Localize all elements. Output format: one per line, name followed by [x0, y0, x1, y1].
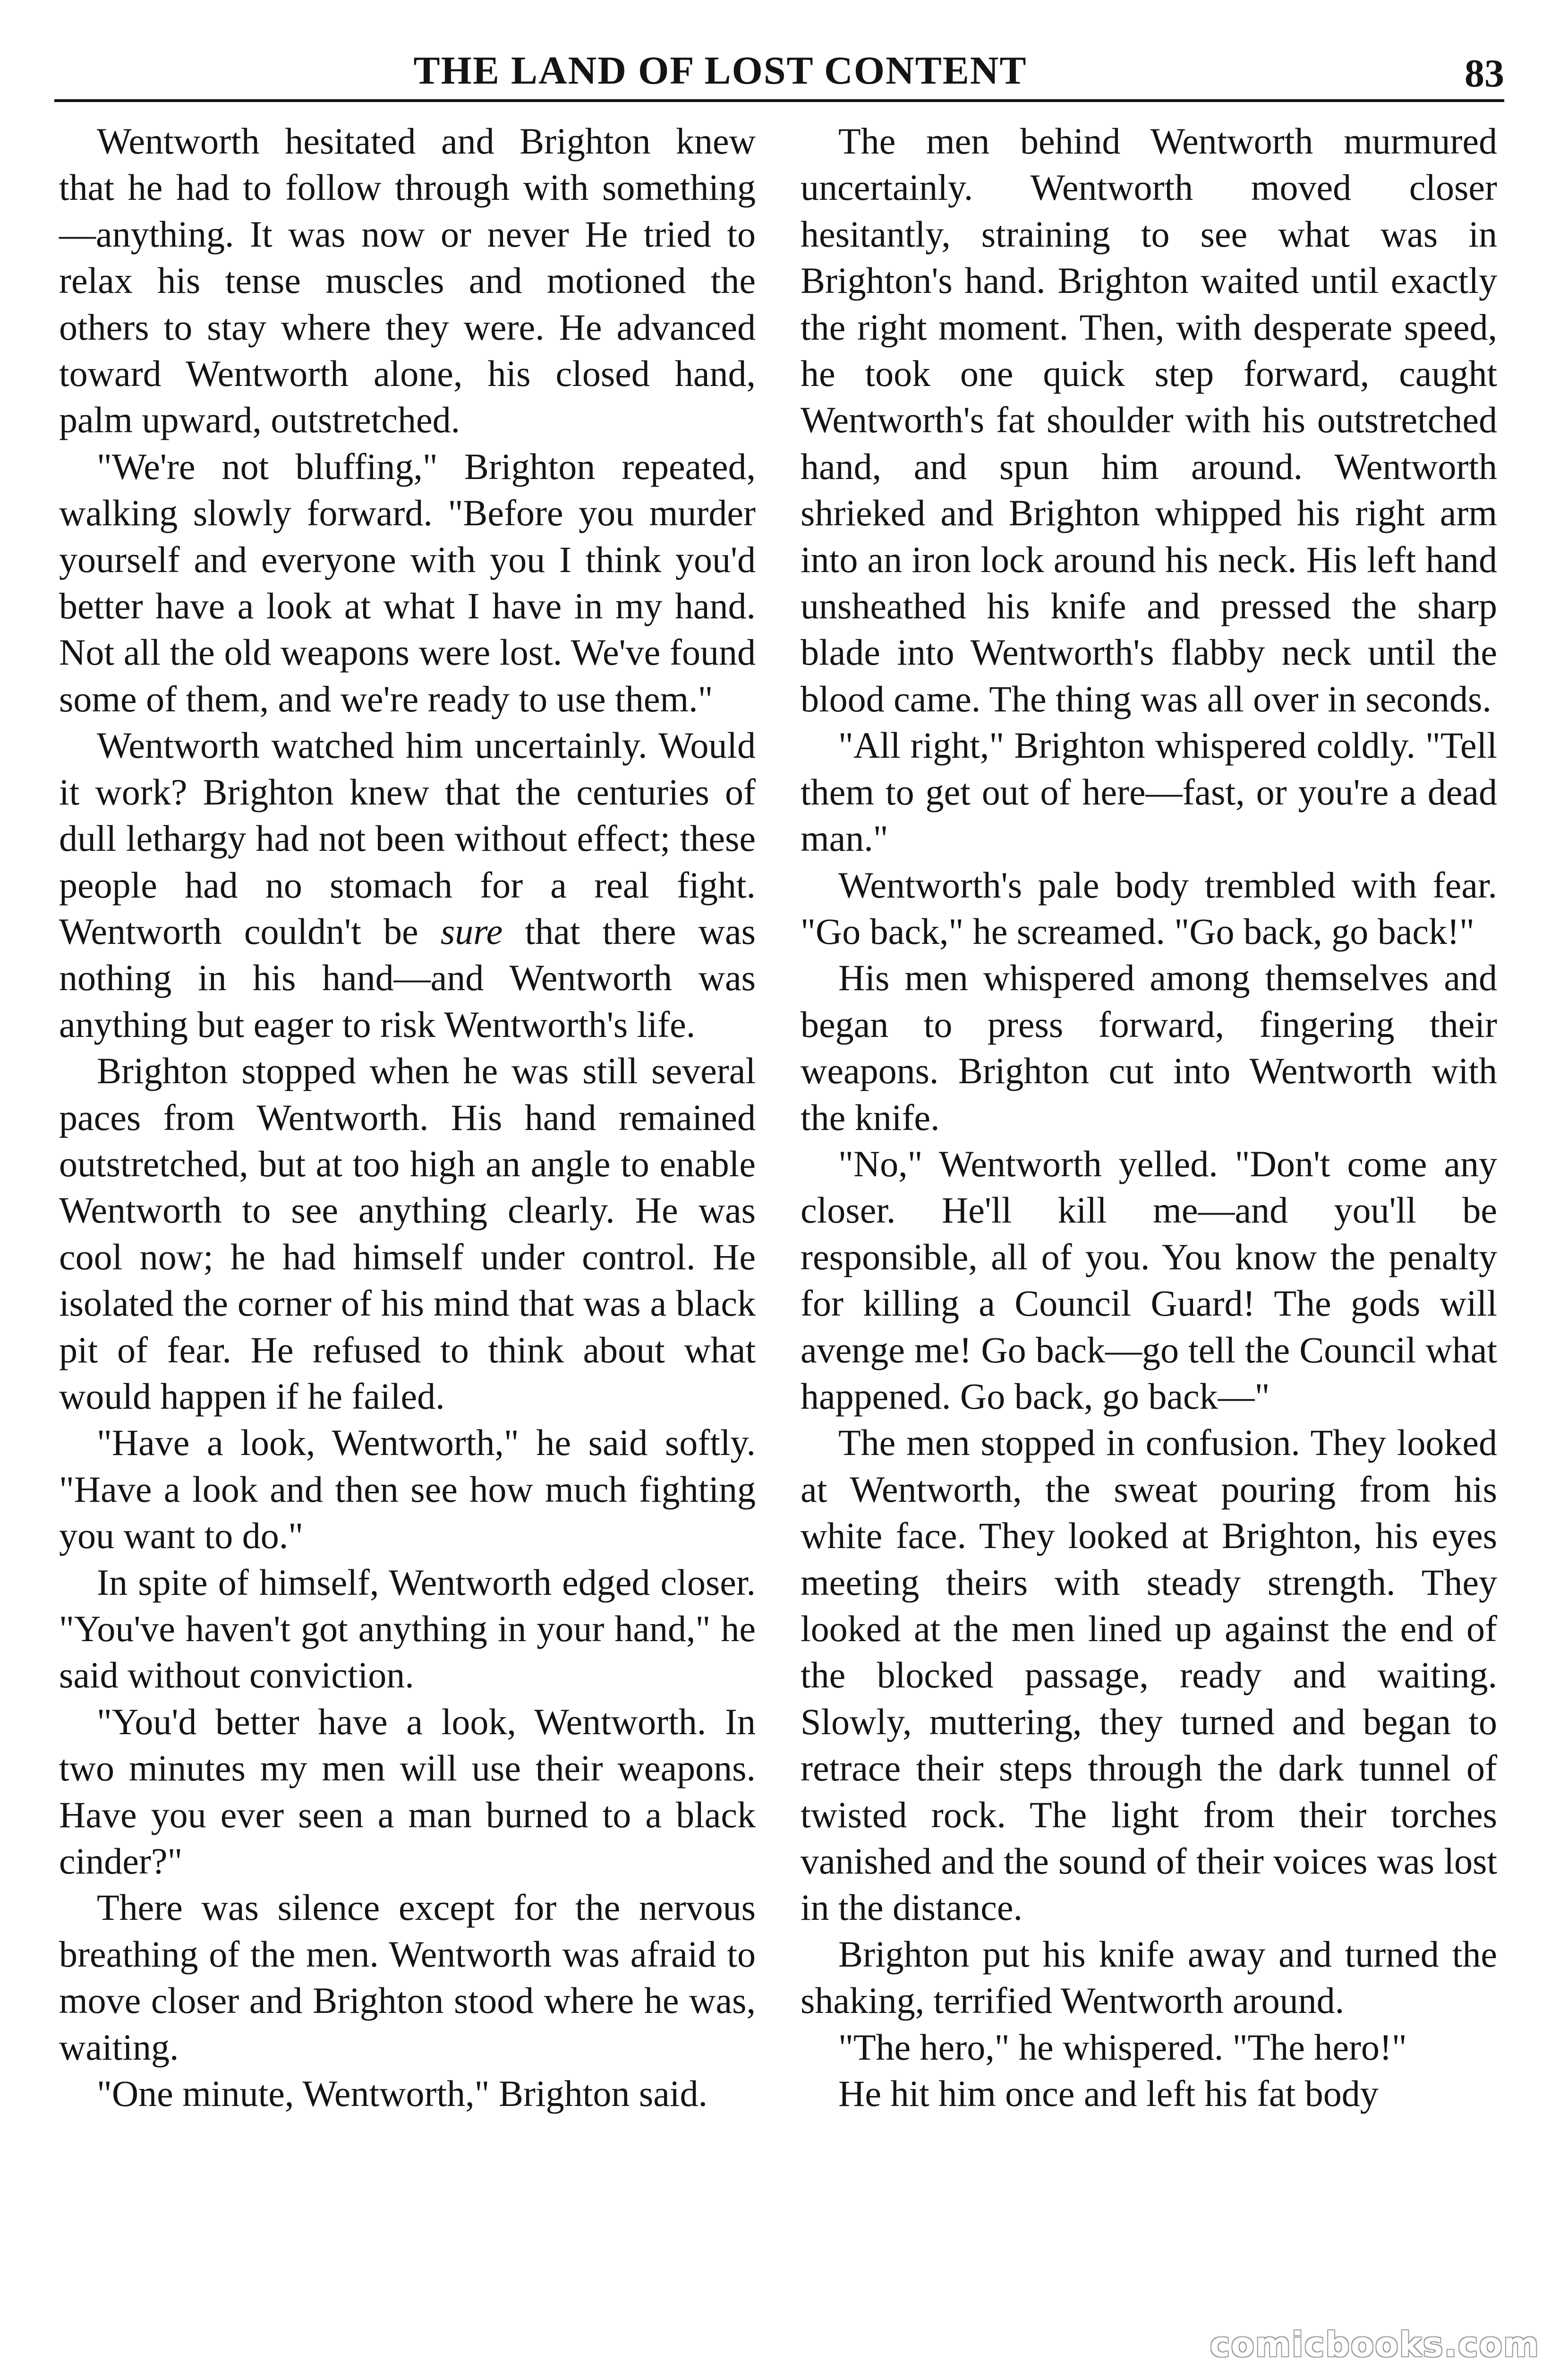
paragraph: "We're not bluffing," Brighton repeated, walking slowly forward. "Before you murder yourself and everyone with you I think you'd better have a look at what I have in my hand. Not all the old weapons were lost. We've found some of them, and we're ready to use them." — [59, 445, 756, 719]
paragraph: The men stopped in confusion. They looked at Wentworth, the sweat pouring from his white face. They looked at Brighton, his eyes meeting theirs with steady strength. They looked at the men lined up against the end of the blocked passage, ready and waiting. Slowly, muttering, they turned and began to retrace their steps through the dark tunnel of twisted rock. The light from their torches vanished and the sound of their voices was lost in the distance. — [801, 1422, 1497, 1928]
paragraph: "Have a look, Wentworth," he said softly. "Have a look and then see how much fighting you want to do." — [59, 1422, 756, 1557]
paragraph: Brighton stopped when he was still several paces from Wentworth. His hand remained outstretched, but at too high an angle to enable Wentworth to see anything clearly. He was cool now; he had himself under control. He isolated the corner of his mind that was a black pit of fear. He refused to think about what would happen if he failed. — [59, 1050, 756, 1417]
paragraph: "No," Wentworth yelled. "Don't come any closer. He'll kill me—and you'll be responsible, all of you. You know the penalty for killing a Council Guard! The gods will avenge me! Go back—go tell the Council what happened. Go back, go back—" — [801, 1143, 1497, 1417]
paragraph: His men whispered among themselves and began to press forward, fingering their weapons. Brighton cut into Wentworth with the knife. — [801, 957, 1497, 1138]
paragraph: There was silence except for the nervous breathing of the men. Wentworth was afraid to move closer and Brighton stood where he was, waiting. — [59, 1887, 756, 2068]
watermark: comicbooks.com — [1210, 2325, 1540, 2362]
paragraph: Brighton put his knife away and turned the shaking, terrified Wentworth around. — [801, 1933, 1497, 2021]
paragraph: The men behind Wentworth murmured uncertainly. Wentworth moved closer hesitantly, straining to see what was in Brighton's hand. Brighton waited until exactly the right moment. Then, with desperate speed, he took one quick step forward, caught Wentworth's fat shoulder with his outstretched hand, and spun him around. Wentworth shrieked and Brighton whipped his right arm into an iron lock around his neck. His left hand unsheathed his knife and pressed the sharp blade into Wentworth's flabby neck until the blood came. The thing was all over in seconds. — [801, 120, 1497, 719]
paragraph: In spite of himself, Wentworth edged closer. "You've haven't got anything in your hand," he said without conviction. — [59, 1561, 756, 1696]
page-number: 83 — [1465, 51, 1504, 95]
header-rule — [54, 99, 1504, 102]
running-header — [54, 45, 1504, 97]
paragraph: Wentworth's pale body trembled with fear. "Go back," he screamed. "Go back, go back!" — [801, 864, 1497, 952]
paragraph: "You'd better have a look, Wentworth. In two minutes my men will use their weapons. Have you ever seen a man burned to a black cinder?" — [59, 1701, 756, 1882]
left-column — [59, 118, 756, 2117]
paragraph: He hit him once and left his fat body — [838, 2073, 1379, 2114]
paragraph: Wentworth watched him uncertainly. Would it work? Brighton knew that the centuries of dull lethargy had not been without effect; these people had no stomach for a real fight. Wentworth couldn't be sure that there was nothing in his hand—and Wentworth was anything but eager to risk Wentworth's life. — [59, 725, 756, 1045]
paragraph: "The hero," he whispered. "The hero!" — [838, 2026, 1407, 2068]
paragraph: "All right," Brighton whispered coldly. "Tell them to get out of here—fast, or you're a dead man." — [801, 725, 1497, 859]
paragraph: Wentworth hesitated and Brighton knew that he had to follow through with something—anything. It was now or never He tried to relax his tense muscles and motioned the others to stay where they were. He advanced toward Wentworth alone, his closed hand, palm upward, outstretched. — [59, 120, 756, 441]
running-title: THE LAND OF LOST CONTENT — [413, 49, 1027, 93]
right-column — [801, 118, 1497, 2117]
paragraph: "One minute, Wentworth," Brighton said. — [97, 2073, 707, 2114]
